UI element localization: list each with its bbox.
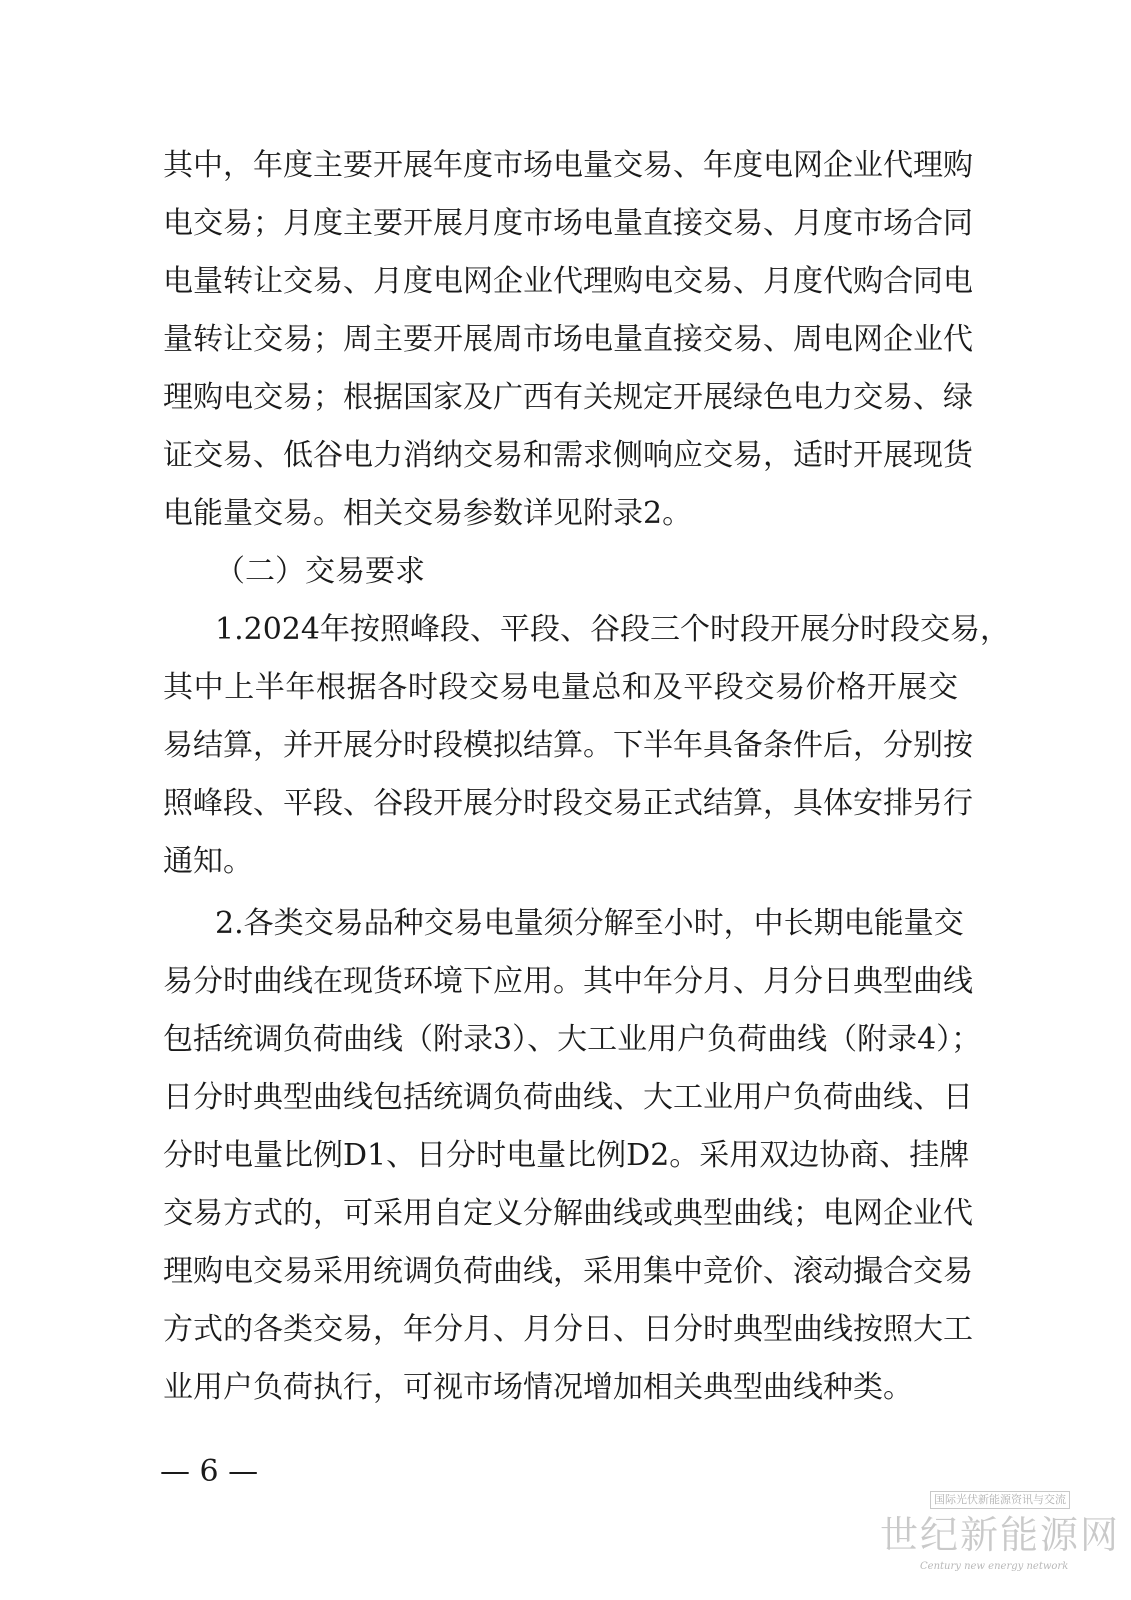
text-line: 其中上半年根据各时段交易电量总和及平段交易价格开展交 bbox=[163, 670, 958, 705]
text-line: 包括统调负荷曲线（附录3）、大工业用户负荷曲线（附录4）； bbox=[163, 1022, 982, 1057]
text-line: 电交易；月度主要开展月度市场电量直接交易、月度市场合同 bbox=[163, 206, 973, 241]
watermark-box: 国际光伏新能源资讯与交流 bbox=[930, 1491, 1070, 1509]
text-line: 交易方式的，可采用自定义分解曲线或典型曲线；电网企业代 bbox=[163, 1196, 973, 1231]
text-line: 通知。 bbox=[163, 844, 253, 879]
text-line: 2.各类交易品种交易电量须分解至小时，中长期电能量交 bbox=[215, 906, 964, 941]
text-line: 理购电交易采用统调负荷曲线，采用集中竞价、滚动撮合交易 bbox=[163, 1254, 973, 1289]
text-line: 电量转让交易、月度电网企业代理购电交易、月度代购合同电 bbox=[163, 264, 973, 299]
text-line: 照峰段、平段、谷段开展分时段交易正式结算，具体安排另行 bbox=[163, 786, 973, 821]
text-line: 证交易、低谷电力消纳交易和需求侧响应交易，适时开展现货 bbox=[163, 438, 973, 473]
page-number: — 6 — bbox=[160, 1454, 259, 1489]
text-line: 其中，年度主要开展年度市场电量交易、年度电网企业代理购 bbox=[163, 148, 973, 183]
text-line: 方式的各类交易，年分月、月分日、日分时典型曲线按照大工 bbox=[163, 1312, 973, 1347]
text-line: 理购电交易；根据国家及广西有关规定开展绿色电力交易、绿 bbox=[163, 380, 973, 415]
section-heading: （二）交易要求 bbox=[215, 554, 425, 589]
text-line: 分时电量比例D1、日分时电量比例D2。采用双边协商、挂牌 bbox=[163, 1138, 970, 1173]
text-line: 电能量交易。相关交易参数详见附录2。 bbox=[163, 496, 693, 531]
watermark-logo: 世纪新能源网 bbox=[880, 1513, 1121, 1557]
text-line: 量转让交易；周主要开展周市场电量直接交易、周电网企业代 bbox=[163, 322, 973, 357]
text-line: 1.2024年按照峰段、平段、谷段三个时段开展分时段交易， bbox=[215, 612, 1010, 647]
text-line: 日分时典型曲线包括统调负荷曲线、大工业用户负荷曲线、日 bbox=[163, 1080, 973, 1115]
text-line: 业用户负荷执行，可视市场情况增加相关典型曲线种类。 bbox=[163, 1370, 913, 1405]
watermark-subtitle: Century new energy network bbox=[920, 1561, 1069, 1572]
text-line: 易分时曲线在现货环境下应用。其中年分月、月分日典型曲线 bbox=[163, 964, 973, 999]
text-line: 易结算，并开展分时段模拟结算。下半年具备条件后，分别按 bbox=[163, 728, 973, 763]
